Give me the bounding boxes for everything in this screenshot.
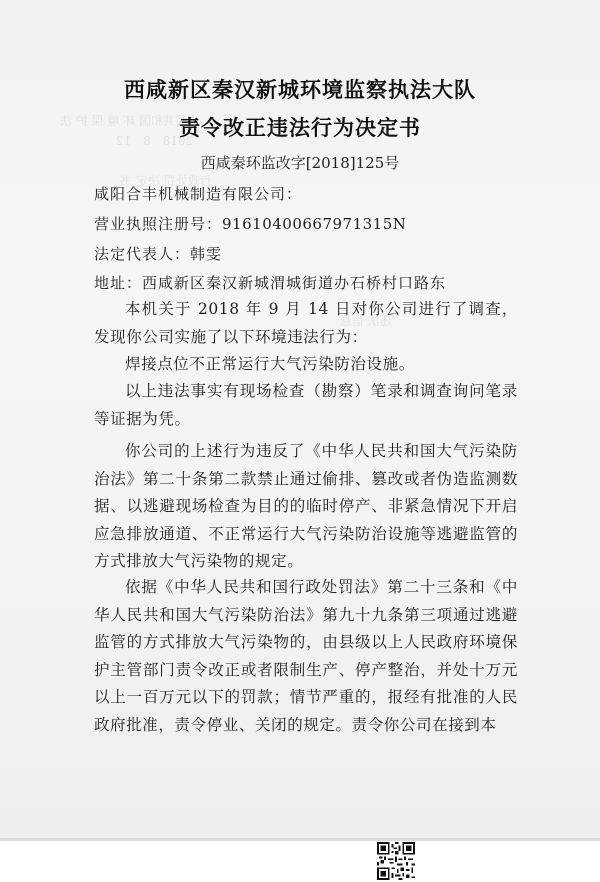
license-value: 91610400667971315N	[222, 215, 407, 233]
bleed-through-text: 人民共和国 环 境 保 护 法	[60, 114, 200, 128]
address-field	[94, 272, 446, 293]
document-title: 西咸新区秦汉新城环境监察执法大队	[124, 78, 476, 102]
legal-rep-value: 韩雯	[190, 245, 223, 263]
license-field	[94, 213, 406, 234]
paragraph-legal-basis: 你公司的上述行为违反了《中华人民共和国大气污染防治法》第二十条第二款禁止通过偷排、篡改或者伪造监测数据、以逃避现场检查为目的的临时停产、非紧急情况下开启应急排放通道、不正常运行大气污染防治设施等逃避监管的方式排放大气污染物的规定。	[94, 442, 518, 570]
qr-code-icon	[376, 842, 416, 880]
legal-rep-label: 法定代表人：	[94, 245, 191, 263]
paragraph-evidence: 以上违法事实有现场检查（勘察）笔录和调查询问笔录等证据为凭。	[94, 382, 518, 428]
bleed-through-text: 2018 8 12	[100, 134, 218, 148]
address-value: 西咸新区秦汉新城渭城街道办石桥村口路东	[142, 274, 447, 292]
paragraph-investigation: 本机关于 2018 年 9 月 14 日对你公司进行了调查，发现你公司实施了以下环境违法行为：	[94, 300, 518, 346]
bleed-through-text: 违法 信息	[340, 314, 392, 328]
license-label: 营业执照注册号：	[94, 215, 223, 233]
legal-rep-field	[94, 243, 222, 264]
document-number: 西咸秦环监改字[2018]125号	[200, 154, 400, 172]
page-bottom-edge	[0, 838, 600, 841]
paragraph-penalty-basis: 依据《中华人民共和国行政处罚法》第二十三条和《中华人民共和国大气污染防治法》第九十九条第三项通过逃避监管的方式排放大气污染物的，由县级以上人民政府环境保护主管部门责令改正或者限制生产、停产整治，并处十万元以上一百万元以下的罚款；情节严重的，报经有批准的人民政府批准，责令停业、关闭的规定。责令你公司在接到本	[94, 578, 518, 734]
document-subtitle: 责令改正违法行为决定书	[179, 116, 421, 140]
paragraph-violation: 焊接点位不正常运行大气污染防治设施。	[125, 355, 415, 373]
recipient-name: 咸阳合丰机械制造有限公司：	[94, 185, 303, 203]
bleed-through-text: 行政处罚 决定 书	[120, 174, 212, 188]
address-label: 地址：	[94, 274, 143, 292]
